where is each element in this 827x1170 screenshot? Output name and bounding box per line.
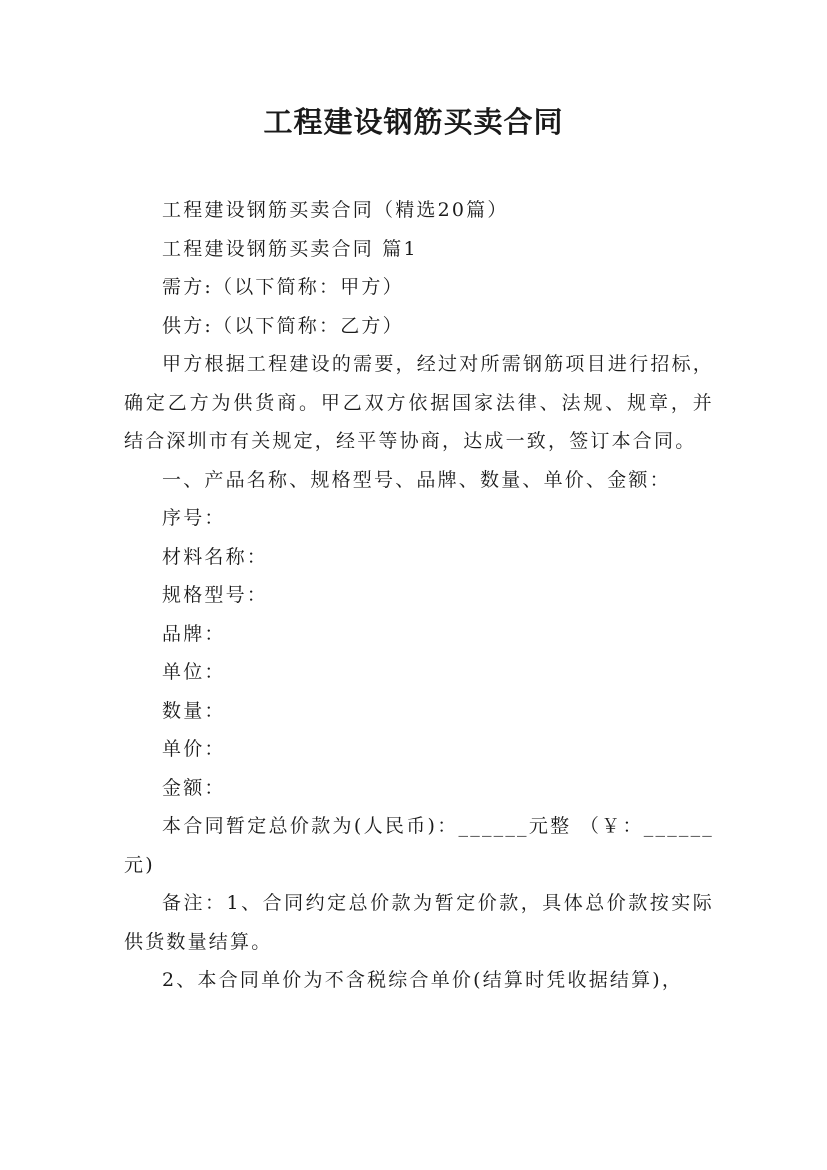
clause-one-heading: 一、产品名称、规格型号、品牌、数量、单价、金额：	[162, 468, 671, 491]
remark-one-paragraph: 备注：1、合同约定总价款为暂定价款，具体总价款按实际供货数量结算。	[124, 892, 714, 953]
seller-line: 供方:（以下简称：乙方）	[162, 314, 404, 337]
total-price-paragraph: 本合同暂定总价款为(人民币)：______元整 （￥：______元)	[124, 815, 714, 876]
field-material-name: 材料名称：	[162, 545, 269, 568]
field-serial-number: 序号：	[162, 507, 226, 529]
field-unit: 单位：	[162, 661, 226, 683]
document-body	[124, 191, 714, 1000]
field-spec-model: 规格型号：	[162, 584, 269, 606]
section-heading: 工程建设钢筋买卖合同 篇1	[162, 237, 418, 260]
field-quantity: 数量：	[162, 699, 226, 722]
field-unit-price: 单价：	[162, 738, 226, 760]
subtitle-paragraph: 工程建设钢筋买卖合同（精选20篇）	[162, 199, 509, 221]
buyer-line: 需方:（以下简称：甲方）	[162, 276, 404, 298]
remark-two-paragraph: 2、本合同单价为不含税综合单价(结算时凭收据结算)，	[162, 969, 684, 991]
document-title: 工程建设钢筋买卖合同	[263, 105, 564, 139]
field-brand: 品牌：	[162, 622, 226, 645]
field-amount: 金额：	[162, 776, 226, 799]
preamble-paragraph: 甲方根据工程建设的需要，经过对所需钢筋项目进行招标，确定乙方为供货商。甲乙双方依据国家法律、法规、规章，并结合深圳市有关规定，经平等协商，达成一致，签订本合同。	[124, 353, 714, 452]
